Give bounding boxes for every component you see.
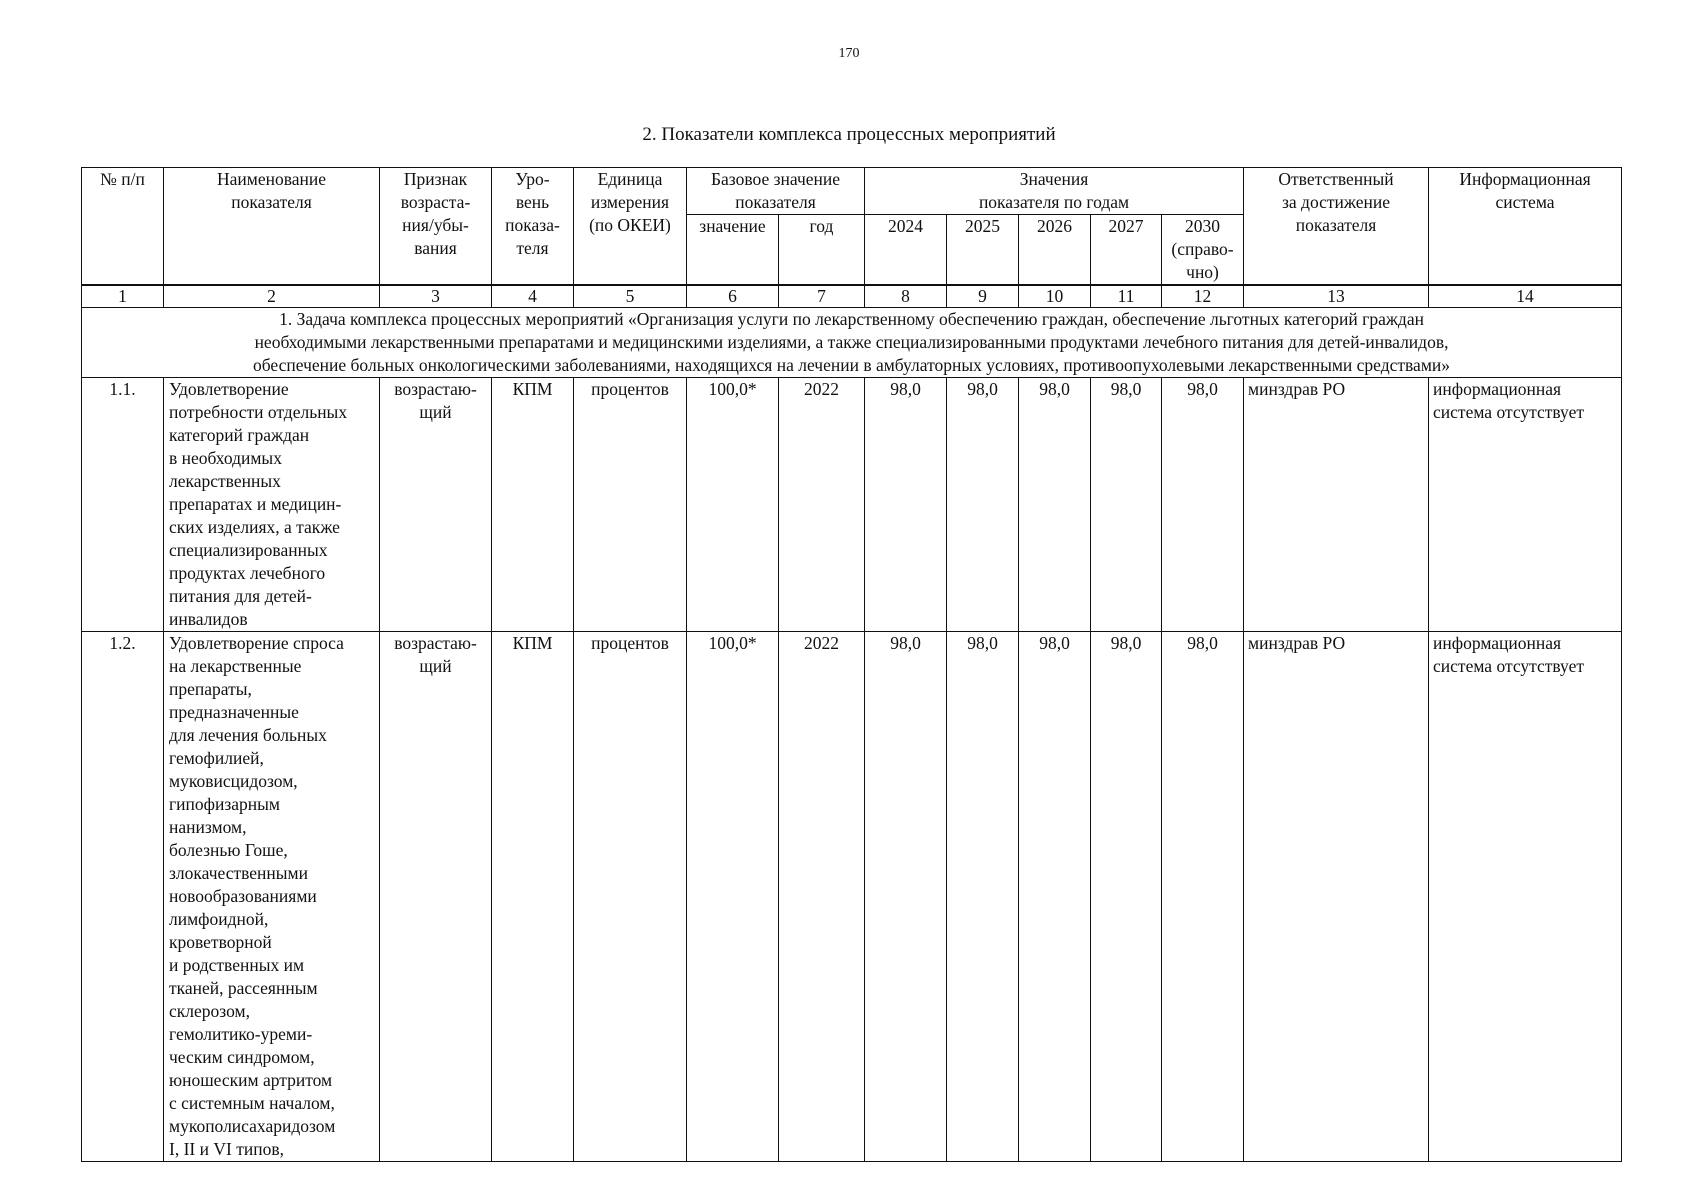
header-name-line: показателя [231,192,312,212]
indicator-name-line: инвалидов [169,609,248,629]
indicator-name-line: злокачественными [169,863,308,883]
header-responsible-line: Ответственный [1278,169,1394,189]
header-year-2024: 2024 [865,215,947,286]
indicator-name-line: специализированных [169,540,328,560]
header-trend-line: Признак [403,169,468,189]
column-number: 2 [164,285,380,308]
table-row [82,378,1622,632]
indicator-level: КПМ [492,378,574,632]
indicator-name-line: препаратах и медицин- [169,494,342,514]
indicator-name-line: с системным началом, [169,1093,335,1113]
indicator-name-line: Удовлетворение спроса [169,633,344,653]
column-number: 1 [82,285,164,308]
column-number-row [82,285,1622,308]
header-unit-line: Единица [597,169,663,189]
table-row [82,632,1622,1162]
header-base-line: показателя [735,192,816,212]
responsible: минздрав РО [1244,632,1429,1162]
value-2026: 98,0 [1019,378,1091,632]
indicator-name-line: тканей, рассеянным [169,978,318,998]
task-heading-line: 1. Задача комплекса процессных мероприятий «Организация услуги по лекарственному обеспечению граждан, обеспечение льготных категорий граждан [279,309,1424,329]
indicator-name-line: Удовлетворение [169,379,289,399]
header-2030-line: (справо- [1171,239,1234,259]
value-2027: 98,0 [1091,378,1162,632]
header-values-line: Значения [1019,169,1089,189]
column-number: 5 [574,285,687,308]
header-values-line: показателя по годам [978,192,1130,212]
column-number: 12 [1162,285,1244,308]
indicators-table [81,167,1622,1162]
info-system [1429,378,1622,632]
task-heading [82,308,1622,378]
header-base-value: значение [687,215,779,286]
column-number: 9 [947,285,1019,308]
value-2027: 98,0 [1091,632,1162,1162]
header-base-year: год [779,215,865,286]
trend [380,632,492,1162]
header-2030-line: чно) [1186,262,1219,282]
header-level-line: Уро- [515,169,550,189]
indicator-name-line: I, II и VI типов, [169,1139,284,1159]
indicator-name-line: склерозом, [169,1001,250,1021]
indicator-name-line: гемофилией, [169,748,264,768]
header-trend [380,168,492,286]
info-system [1429,632,1622,1162]
indicator-name [164,378,380,632]
indicator-name-line: и родственных им [169,955,305,975]
indicator-name-line: в необходимых [169,448,282,468]
info-system-line: система отсутствует [1433,656,1584,676]
info-system-line: информационная [1433,379,1562,399]
base-value: 100,0* [687,378,779,632]
base-year: 2022 [779,632,865,1162]
indicator-name-line: категорий граждан [169,425,310,445]
header-year-2025: 2025 [947,215,1019,286]
trend-line: щий [419,402,452,422]
value-2025: 98,0 [947,378,1019,632]
header-responsible-line: за достижение [1282,192,1391,212]
indicator-name-line: юношеским артритом [169,1070,333,1090]
header-level-line: вень [515,192,550,212]
indicator-name-line: лекарственных [169,471,281,491]
header-base [687,168,865,215]
indicator-level: КПМ [492,632,574,1162]
value-2024: 98,0 [865,632,947,1162]
indicator-name-line: для лечения больных [169,725,327,745]
column-number: 3 [380,285,492,308]
indicator-name-line: нанизмом, [169,817,247,837]
indicator-name-line: потребности отдельных [169,402,348,422]
trend-line: щий [419,656,452,676]
column-number: 6 [687,285,779,308]
indicator-name-line: гипофизарным [169,794,280,814]
header-row-1 [82,168,1622,215]
header-year-2030 [1162,215,1244,286]
base-year: 2022 [779,378,865,632]
responsible: минздрав РО [1244,378,1429,632]
value-2025: 98,0 [947,632,1019,1162]
header-unit [574,168,687,286]
indicator-name-line: мукополисахаридозом [169,1116,336,1136]
indicator-name-line: болезнью Гоше, [169,840,288,860]
header-info-line: система [1495,192,1555,212]
value-2030: 98,0 [1162,378,1244,632]
indicator-name-line: на лекарственные [169,656,302,676]
header-responsible-line: показателя [1295,215,1377,235]
header-level-line: показа- [505,215,560,235]
value-2026: 98,0 [1019,632,1091,1162]
header-num: № п/п [82,168,164,286]
indicator-name-line: продуктах лечебного [169,563,326,583]
indicator-name-line: лимфоидной, [169,909,269,929]
column-number: 11 [1091,285,1162,308]
column-number: 13 [1244,285,1429,308]
section-title: 2. Показатели комплекса процессных мероприятий [642,124,1056,145]
header-unit-line: измерения [590,192,670,212]
header-year-2026: 2026 [1019,215,1091,286]
indicator-name-line: ческим синдромом, [169,1047,315,1067]
header-name [164,168,380,286]
indicator-name-line: предназначенные [169,702,299,722]
column-number: 8 [865,285,947,308]
value-2024: 98,0 [865,378,947,632]
header-trend-line: вания [414,238,457,258]
header-level [492,168,574,286]
task-row [82,308,1622,378]
indicator-name-line: ских изделиях, а также [169,517,340,537]
header-unit-line: (по ОКЕИ) [589,215,671,235]
header-name-line: Наименование [216,169,327,189]
header-info-system [1429,168,1622,286]
unit: процентов [574,632,687,1162]
row-num: 1.1. [82,378,164,632]
unit: процентов [574,378,687,632]
column-number: 10 [1019,285,1091,308]
header-trend-line: ния/убы- [402,215,469,235]
info-system-line: система отсутствует [1433,402,1584,422]
indicator-name-line: препараты, [169,679,252,699]
indicator-name-line: питания для детей- [169,586,312,606]
column-number: 14 [1429,285,1622,308]
page-number: 170 [838,46,860,61]
header-trend-line: возраста- [400,192,471,212]
trend [380,378,492,632]
header-info-line: Информационная [1459,169,1591,189]
header-responsible [1244,168,1429,286]
column-number: 7 [779,285,865,308]
row-num: 1.2. [82,632,164,1162]
indicator-name-line: кроветворной [169,932,272,952]
indicator-name-line: гемолитико-уреми- [169,1024,313,1044]
header-year-2027: 2027 [1091,215,1162,286]
value-2030: 98,0 [1162,632,1244,1162]
header-level-line: теля [516,238,549,258]
task-heading-line: необходимыми лекарственными препаратами и медицинскими изделиями, а также специализированными продуктами лечебного питания для детей-инвалидов, [254,332,1449,352]
header-base-line: Базовое значение [710,169,841,189]
task-heading-line: обеспечение больных онкологическими заболеваниями, находящихся на лечении в амбулаторных условиях, противоопухолевыми лекарственными средствами» [253,355,1451,375]
trend-line: возрастаю- [394,379,477,399]
indicator-name-line: новообразованиями [169,886,317,906]
column-number: 4 [492,285,574,308]
indicator-name-line: муковисцидозом, [169,771,298,791]
header-2030-line: 2030 [1185,216,1221,236]
header-values [865,168,1244,215]
info-system-line: информационная [1433,633,1562,653]
indicator-name [164,632,380,1162]
trend-line: возрастаю- [394,633,477,653]
base-value: 100,0* [687,632,779,1162]
